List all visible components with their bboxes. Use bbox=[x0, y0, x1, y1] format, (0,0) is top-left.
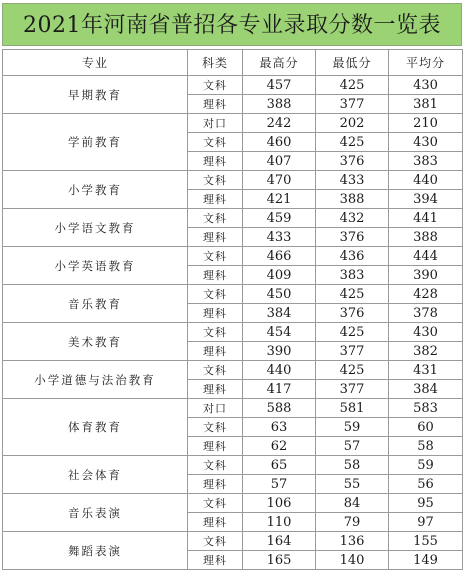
avg-score-cell: 394 bbox=[389, 190, 463, 209]
max-score-cell: 421 bbox=[243, 190, 316, 209]
type-cell: 理科 bbox=[188, 304, 243, 323]
avg-score-cell: 60 bbox=[389, 418, 463, 437]
avg-score-cell: 440 bbox=[389, 171, 463, 190]
type-cell: 文科 bbox=[188, 323, 243, 342]
major-cell: 音乐教育 bbox=[3, 285, 188, 323]
max-score-cell: 388 bbox=[243, 95, 316, 114]
min-score-cell: 425 bbox=[316, 323, 389, 342]
type-cell: 理科 bbox=[188, 266, 243, 285]
min-score-cell: 376 bbox=[316, 228, 389, 247]
header-type: 科类 bbox=[188, 50, 243, 76]
type-cell: 理科 bbox=[188, 437, 243, 456]
major-cell: 体育教育 bbox=[3, 399, 188, 456]
min-score-cell: 388 bbox=[316, 190, 389, 209]
min-score-cell: 425 bbox=[316, 361, 389, 380]
min-score-cell: 84 bbox=[316, 494, 389, 513]
table-body bbox=[3, 76, 463, 570]
max-score-cell: 588 bbox=[243, 399, 316, 418]
type-cell: 文科 bbox=[188, 285, 243, 304]
header-row bbox=[3, 50, 463, 76]
min-score-cell: 433 bbox=[316, 171, 389, 190]
table-row bbox=[3, 114, 463, 133]
min-score-cell: 436 bbox=[316, 247, 389, 266]
avg-score-cell: 444 bbox=[389, 247, 463, 266]
table-row bbox=[3, 361, 463, 380]
header-max-score: 最高分 bbox=[243, 50, 316, 76]
avg-score-cell: 441 bbox=[389, 209, 463, 228]
max-score-cell: 106 bbox=[243, 494, 316, 513]
avg-score-cell: 378 bbox=[389, 304, 463, 323]
header-major: 专业 bbox=[3, 50, 188, 76]
type-cell: 理科 bbox=[188, 475, 243, 494]
type-cell: 对口 bbox=[188, 399, 243, 418]
avg-score-cell: 430 bbox=[389, 323, 463, 342]
table-row bbox=[3, 171, 463, 190]
major-cell: 美术教育 bbox=[3, 323, 188, 361]
table-row bbox=[3, 76, 463, 95]
avg-score-cell: 210 bbox=[389, 114, 463, 133]
max-score-cell: 57 bbox=[243, 475, 316, 494]
table-row bbox=[3, 494, 463, 513]
type-cell: 理科 bbox=[188, 551, 243, 570]
major-cell: 小学教育 bbox=[3, 171, 188, 209]
type-cell: 文科 bbox=[188, 171, 243, 190]
min-score-cell: 55 bbox=[316, 475, 389, 494]
max-score-cell: 457 bbox=[243, 76, 316, 95]
table-title: 2021年河南省普招各专业录取分数一览表 bbox=[2, 3, 462, 46]
table-row bbox=[3, 399, 463, 418]
avg-score-cell: 383 bbox=[389, 152, 463, 171]
min-score-cell: 425 bbox=[316, 285, 389, 304]
avg-score-cell: 95 bbox=[389, 494, 463, 513]
max-score-cell: 460 bbox=[243, 133, 316, 152]
max-score-cell: 242 bbox=[243, 114, 316, 133]
max-score-cell: 165 bbox=[243, 551, 316, 570]
avg-score-cell: 388 bbox=[389, 228, 463, 247]
type-cell: 文科 bbox=[188, 247, 243, 266]
type-cell: 文科 bbox=[188, 418, 243, 437]
max-score-cell: 440 bbox=[243, 361, 316, 380]
max-score-cell: 407 bbox=[243, 152, 316, 171]
type-cell: 文科 bbox=[188, 532, 243, 551]
header-avg-score: 平均分 bbox=[389, 50, 463, 76]
min-score-cell: 383 bbox=[316, 266, 389, 285]
type-cell: 对口 bbox=[188, 114, 243, 133]
avg-score-cell: 56 bbox=[389, 475, 463, 494]
min-score-cell: 581 bbox=[316, 399, 389, 418]
avg-score-cell: 390 bbox=[389, 266, 463, 285]
score-table bbox=[2, 49, 463, 570]
type-cell: 文科 bbox=[188, 76, 243, 95]
min-score-cell: 376 bbox=[316, 304, 389, 323]
avg-score-cell: 59 bbox=[389, 456, 463, 475]
type-cell: 理科 bbox=[188, 380, 243, 399]
max-score-cell: 417 bbox=[243, 380, 316, 399]
min-score-cell: 140 bbox=[316, 551, 389, 570]
avg-score-cell: 431 bbox=[389, 361, 463, 380]
type-cell: 理科 bbox=[188, 152, 243, 171]
table-row bbox=[3, 532, 463, 551]
max-score-cell: 470 bbox=[243, 171, 316, 190]
table-row bbox=[3, 285, 463, 304]
major-cell: 舞蹈表演 bbox=[3, 532, 188, 570]
type-cell: 文科 bbox=[188, 133, 243, 152]
max-score-cell: 459 bbox=[243, 209, 316, 228]
type-cell: 文科 bbox=[188, 494, 243, 513]
major-cell: 小学英语教育 bbox=[3, 247, 188, 285]
avg-score-cell: 428 bbox=[389, 285, 463, 304]
min-score-cell: 59 bbox=[316, 418, 389, 437]
max-score-cell: 65 bbox=[243, 456, 316, 475]
table-row bbox=[3, 456, 463, 475]
avg-score-cell: 149 bbox=[389, 551, 463, 570]
major-cell: 小学道德与法治教育 bbox=[3, 361, 188, 399]
max-score-cell: 409 bbox=[243, 266, 316, 285]
table-row bbox=[3, 209, 463, 228]
max-score-cell: 164 bbox=[243, 532, 316, 551]
avg-score-cell: 381 bbox=[389, 95, 463, 114]
max-score-cell: 433 bbox=[243, 228, 316, 247]
major-cell: 社会体育 bbox=[3, 456, 188, 494]
min-score-cell: 377 bbox=[316, 380, 389, 399]
major-cell: 音乐表演 bbox=[3, 494, 188, 532]
avg-score-cell: 97 bbox=[389, 513, 463, 532]
type-cell: 理科 bbox=[188, 190, 243, 209]
major-cell: 早期教育 bbox=[3, 76, 188, 114]
min-score-cell: 58 bbox=[316, 456, 389, 475]
type-cell: 理科 bbox=[188, 95, 243, 114]
table-row bbox=[3, 323, 463, 342]
max-score-cell: 450 bbox=[243, 285, 316, 304]
min-score-cell: 425 bbox=[316, 76, 389, 95]
avg-score-cell: 583 bbox=[389, 399, 463, 418]
max-score-cell: 390 bbox=[243, 342, 316, 361]
min-score-cell: 376 bbox=[316, 152, 389, 171]
min-score-cell: 377 bbox=[316, 95, 389, 114]
type-cell: 理科 bbox=[188, 342, 243, 361]
max-score-cell: 454 bbox=[243, 323, 316, 342]
max-score-cell: 110 bbox=[243, 513, 316, 532]
type-cell: 文科 bbox=[188, 209, 243, 228]
max-score-cell: 62 bbox=[243, 437, 316, 456]
min-score-cell: 136 bbox=[316, 532, 389, 551]
max-score-cell: 384 bbox=[243, 304, 316, 323]
major-cell: 小学语文教育 bbox=[3, 209, 188, 247]
avg-score-cell: 58 bbox=[389, 437, 463, 456]
min-score-cell: 432 bbox=[316, 209, 389, 228]
avg-score-cell: 430 bbox=[389, 76, 463, 95]
table-row bbox=[3, 247, 463, 266]
major-cell: 学前教育 bbox=[3, 114, 188, 171]
avg-score-cell: 382 bbox=[389, 342, 463, 361]
max-score-cell: 63 bbox=[243, 418, 316, 437]
avg-score-cell: 384 bbox=[389, 380, 463, 399]
min-score-cell: 425 bbox=[316, 133, 389, 152]
min-score-cell: 377 bbox=[316, 342, 389, 361]
min-score-cell: 202 bbox=[316, 114, 389, 133]
type-cell: 文科 bbox=[188, 361, 243, 380]
min-score-cell: 57 bbox=[316, 437, 389, 456]
header-min-score: 最低分 bbox=[316, 50, 389, 76]
max-score-cell: 466 bbox=[243, 247, 316, 266]
score-sheet bbox=[2, 3, 462, 579]
avg-score-cell: 155 bbox=[389, 532, 463, 551]
avg-score-cell: 430 bbox=[389, 133, 463, 152]
type-cell: 理科 bbox=[188, 228, 243, 247]
min-score-cell: 79 bbox=[316, 513, 389, 532]
type-cell: 文科 bbox=[188, 456, 243, 475]
type-cell: 理科 bbox=[188, 513, 243, 532]
